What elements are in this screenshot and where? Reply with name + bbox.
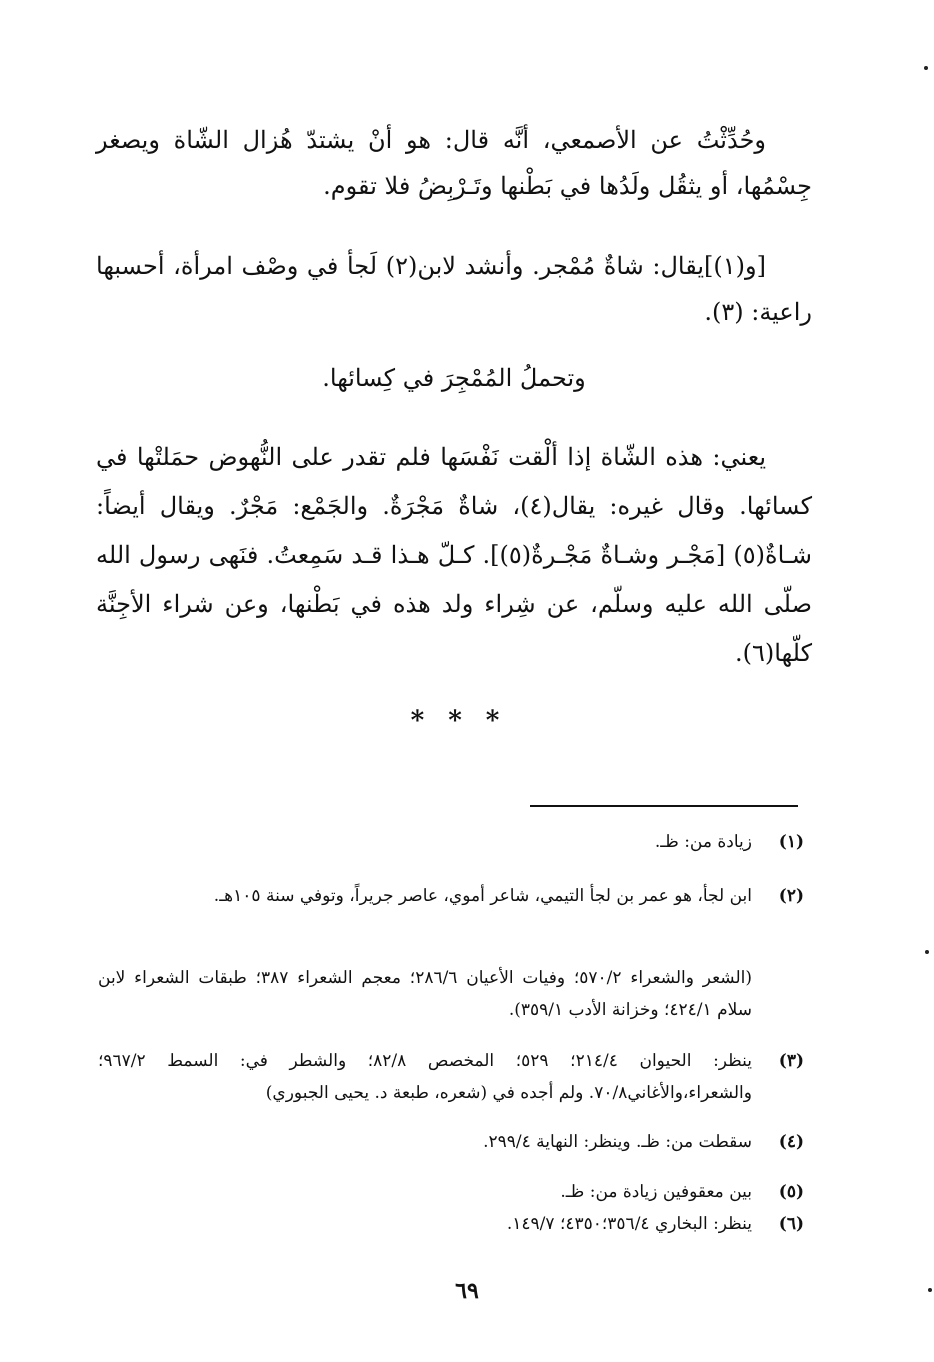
scan-speck [924, 66, 928, 70]
footnote-number: (٦) [778, 1214, 804, 1234]
footnote-number: (٣) [778, 1051, 804, 1071]
footnote-text: زيادة من: ظـ. [654, 832, 752, 852]
footnote-2-sources: (الشعر والشعراء ٥٧٠/٢؛ وفيات الأعيان ٢٨٦/٦؛ معجم الشعراء ٣٨٧؛ طبقات الشعراء لابن سلام ٤٢٤/١؛ وخزانة الأدب ٣٥٩/١). [98, 968, 753, 1020]
asterisk-ornament: * [448, 706, 486, 736]
paragraph-text: [و(١)]يقال: شاةٌ مُمْجر. وأنشد لابن(٢) لَجأ في وصْف امرأة، أحسبها راعية: (٣). [96, 252, 812, 326]
poetry-verse: وتحملُ المُمْجِرَ في كِسائها. [322, 364, 586, 392]
section-ornament [0, 706, 934, 736]
scan-speck [925, 950, 929, 954]
footnote-number: (١) [778, 832, 804, 852]
footnote-2 [98, 880, 804, 912]
footnote-number: (٤) [778, 1132, 804, 1152]
paragraph-text: يعني: هذه الشّاة إذا ألْقت نَفْسَها فلم تقدر على النُّهوض حمَلتْها في كسائها. وقال غيره: يقال(٤)، شاةٌ مَجْرَةٌ. والجَمْع: مَجْرٌ. ويقال أيضاً: شـاةٌ(٥) [مَجْـر وشـاةٌ مَجْـرةٌ(٥)]. كـلّ هـذا قـد سَمِعتُ. فنَهى رسول الله صلّى الله عليه وسلّم، عن شِراء ولد هذه في بَطْنها، وعن شراء الأجِنَّة كلّها(٦). [96, 443, 813, 667]
footnote-5 [98, 1176, 804, 1208]
page-number: ٦٩ [455, 1278, 479, 1304]
footnote-number: (٥) [778, 1182, 804, 1202]
footnote-4 [98, 1126, 804, 1158]
asterisk-ornament: * [485, 706, 524, 736]
footnote-text: ينظر: البخاري ٣٥٦/٤؛٤٣٥٠؛ ١٤٩/٧. [506, 1214, 752, 1234]
paragraph-asmai [96, 117, 812, 209]
footnote-text: سقطت من: ظـ. وينظر: النهاية ٢٩٩/٤. [483, 1132, 752, 1152]
footnote-text: بين معقوفين زيادة من: ظـ. [560, 1182, 752, 1202]
footnote-text: ابن لجأ، هو عمر بن لجأ التيمي، شاعر أموي، عاصر جريراً، وتوفي سنة ١٠٥هـ. [213, 886, 752, 906]
footnote-number: (٢) [778, 886, 804, 906]
footnote-1 [98, 826, 804, 858]
footnote-text: ينظر: الحيوان ٢١٤/٤؛ ٥٢٩؛ المخصص ٨٢/٨؛ والشطر في: السمط ٩٦٧/٢؛والشعراء،والأغاني٧٠/٨. ولم أجده في (شعره، طبعة د. يحيى الجبوري) [98, 1051, 752, 1103]
footnote-3 [98, 1045, 804, 1109]
paragraph-explanation [96, 433, 812, 678]
paragraph-mumjir [96, 243, 812, 335]
asterisk-ornament: * [410, 706, 449, 736]
footnote-6 [98, 1208, 804, 1240]
paragraph-text: وحُدِّثْتُ عن الأصمعي، أنَّه قال: هو أنْ يشتدّ هُزال الشّاة ويصغر جِسْمُها، أو يثقُل ولَدُها في بَطْنها وتَـرْبِضُ فلا تقوم. [96, 126, 812, 200]
footnote-divider [530, 805, 798, 807]
